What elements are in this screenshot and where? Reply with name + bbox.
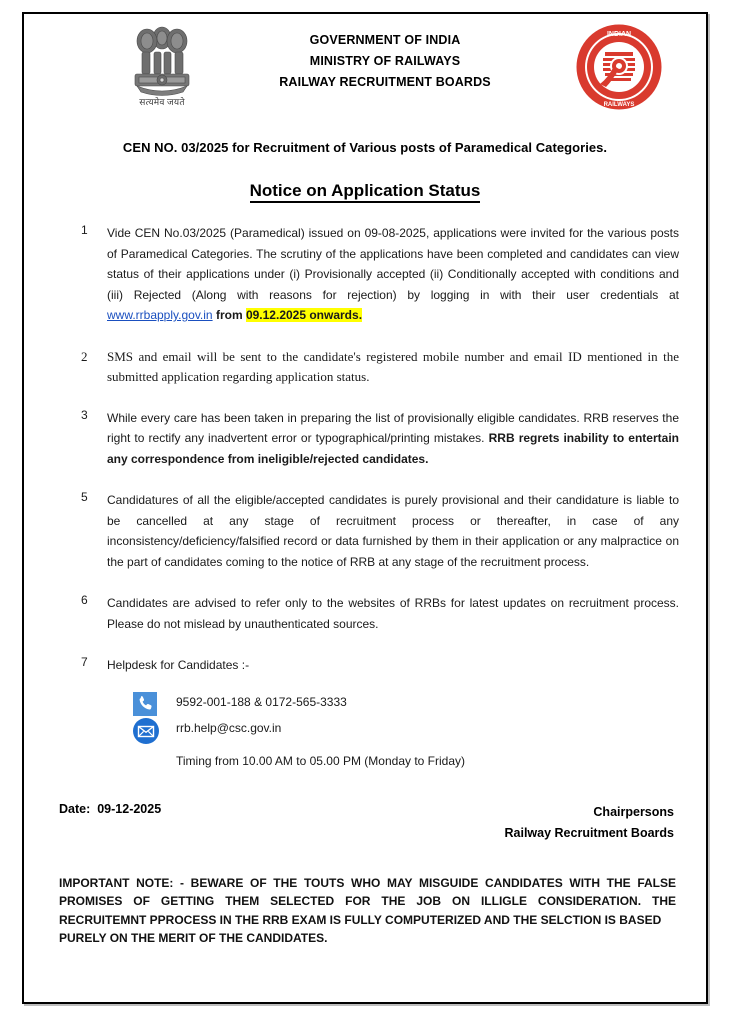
item-text	[107, 223, 679, 326]
page-title-text: Notice on Application Status	[250, 181, 481, 203]
date-label: Date:	[59, 801, 91, 816]
list-item	[81, 408, 679, 470]
helpdesk-email-row	[133, 718, 679, 744]
header-title-block	[220, 30, 550, 93]
signature-row	[24, 802, 706, 850]
signatory-title: Chairpersons	[593, 804, 674, 819]
header-title-line-2: MINISTRY OF RAILWAYS	[309, 54, 461, 68]
notice-items-list	[24, 223, 706, 768]
svg-text:INDIAN: INDIAN	[606, 31, 632, 38]
item-text-part-1: Vide CEN No.03/2025 (Paramedical) issued on 09-08-2025, applications were invited for the various posts of Paramedical Categories. The scrutiny of the applications have been completed and candidates can view status of their applications under (i) Provisionally accepted (ii) Conditionally accepted with conditions and (iii) Rejected (Along with reasons for rejection) by logging in with their user credentials at	[107, 226, 679, 302]
document-header	[24, 14, 706, 118]
helpdesk-phone-row	[133, 692, 679, 718]
item-number: 5	[81, 490, 88, 504]
helpdesk-contacts	[81, 692, 679, 768]
phone-icon	[133, 692, 157, 716]
signatory-organisation: Railway Recruitment Boards	[504, 825, 674, 840]
emblem-caption: सत्यमेव जयते	[139, 97, 185, 107]
list-item	[81, 490, 679, 572]
state-emblem-icon	[106, 21, 218, 113]
helpdesk-email-address[interactable]: rrb.help@csc.gov.in	[176, 720, 282, 735]
signatory-block	[505, 802, 675, 844]
item-number: 3	[81, 407, 88, 422]
item-text-bold: RRB regrets inability to entertain any correspondence from ineligible/rejected candidates.	[107, 431, 679, 466]
item-text: Candidates are advised to refer only to the websites of RRBs for latest updates on recruitment process. Please do not mislead by unauthenticated sources.	[107, 596, 679, 631]
important-note-last-line: PURELY ON THE MERIT OF THE CANDIDATES.	[59, 931, 328, 945]
svg-text:RAILWAYS: RAILWAYS	[603, 102, 635, 108]
document-date	[59, 802, 161, 816]
cen-heading: CEN NO. 03/2025 for Recruitment of Various posts of Paramedical Categories.	[122, 140, 608, 155]
document-page-border	[22, 12, 708, 1004]
item-text-normal: While every care has been taken in preparing the list of provisionally eligible candidates. RRB reserves the right to rectify any inadvertent error or typographical/printing mistakes.	[107, 410, 679, 445]
item-text	[107, 408, 679, 470]
helpdesk-timing: Timing from 10.00 AM to 05.00 PM (Monday to Friday)	[176, 753, 466, 768]
header-title-line-1: GOVERNMENT OF INDIA	[309, 33, 461, 47]
list-item	[81, 347, 679, 387]
list-item	[81, 593, 679, 634]
item-number: 2	[81, 348, 88, 364]
important-note	[24, 874, 706, 948]
header-title-line-3: RAILWAY RECRUITMENT BOARDS	[279, 75, 491, 89]
list-item	[81, 223, 679, 326]
date-value: 09-12-2025	[97, 801, 162, 816]
rrbapply-link[interactable]: www.rrbapply.gov.in	[107, 308, 213, 322]
item-number: 1	[81, 223, 88, 237]
item-text: SMS and email will be sent to the candidate's registered mobile number and email ID mentioned in the submitted application regarding application status.	[107, 348, 679, 384]
helpdesk-phone-numbers: 9592-001-188 & 0172-565-3333	[176, 694, 347, 709]
list-item-helpdesk	[81, 655, 679, 676]
date-highlight: 09.12.2025 onwards.	[245, 308, 363, 322]
email-icon	[133, 718, 159, 744]
item-number: 6	[81, 593, 88, 607]
important-note-body: IMPORTANT NOTE: - BEWARE OF THE TOUTS WHO MAY MISGUIDE CANDIDATES WITH THE FALSE PROMISES OF GETTING THEM SELECTED FOR THE JOB ON ILLIGLE CONSIDERATION. THE RECRUITEMNT PPROCESS IN THE RRB EXAM IS FULLY COMPUTERIZED AND THE SELCTION IS BASED	[59, 875, 676, 927]
indian-railways-logo-icon	[574, 22, 664, 112]
item-text-from: from	[212, 308, 246, 322]
item-text: Helpdesk for Candidates :-	[107, 658, 250, 672]
item-number: 7	[81, 655, 88, 669]
item-text: Candidatures of all the eligible/accepted candidates is purely provisional and their candidature is liable to be cancelled at any stage of recruitment process or thereafter, in case of any inconsistency/deficiency/falsified record or data furnished by them in their application or any malpractice on the part of candidates coming to the notice of RRB at any stage of the recruitment process.	[107, 493, 679, 569]
page-title	[24, 181, 706, 201]
